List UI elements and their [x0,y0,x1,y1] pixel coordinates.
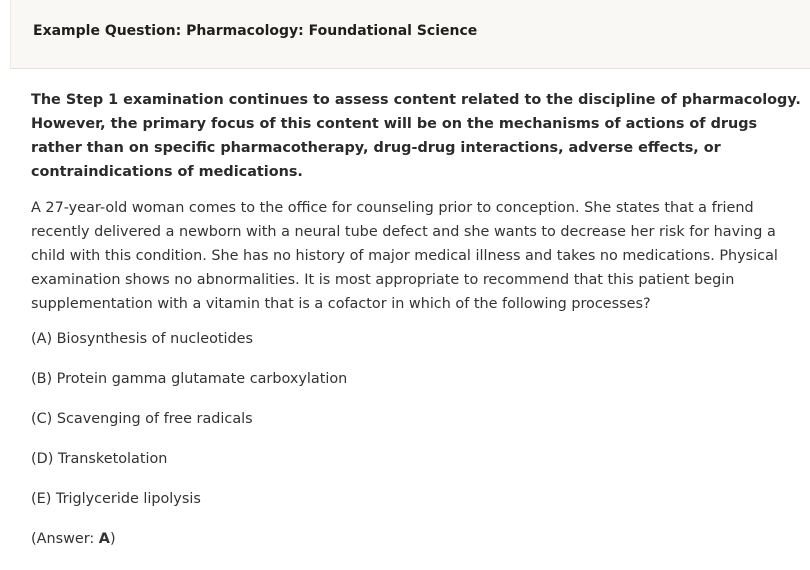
answer-option-e: (E) Triglyceride lipolysis [31,491,201,507]
answer-key [31,527,803,551]
answer-option-d: (D) Transketolation [31,451,168,467]
page-title: Example Question: Pharmacology: Foundational Science [33,23,478,39]
answer-option-b: (B) Protein gamma glutamate carboxylation [31,371,348,387]
answer-prefix: (Answer: [31,531,99,547]
question-header [10,0,810,69]
answer-suffix: ) [109,531,116,547]
answer-option-a: (A) Biosynthesis of nucleotides [31,331,254,347]
answer-letter: A [98,531,110,547]
question-content [31,88,803,551]
intro-paragraph: The Step 1 examination continues to assess content related to the discipline of pharmacology. However, the primary focus of this content will be on the mechanisms of actions of drugs rather than on specific pharmacotherapy, drug-drug interactions, adverse effects, or contraindications of medications. [31,92,801,180]
answer-option-c: (C) Scavenging of free radicals [31,411,253,427]
question-stem: A 27-year-old woman comes to the office for counseling prior to conception. She states that a friend recently delivered a newborn with a neural tube defect and she wants to decrease her risk for having a child with this condition. She has no history of major medical illness and takes no medications. Physical examination shows no abnormalities. It is most appropriate to recommend that this patient begin supplementation with a vitamin that is a cofactor in which of the following processes? [31,200,778,312]
